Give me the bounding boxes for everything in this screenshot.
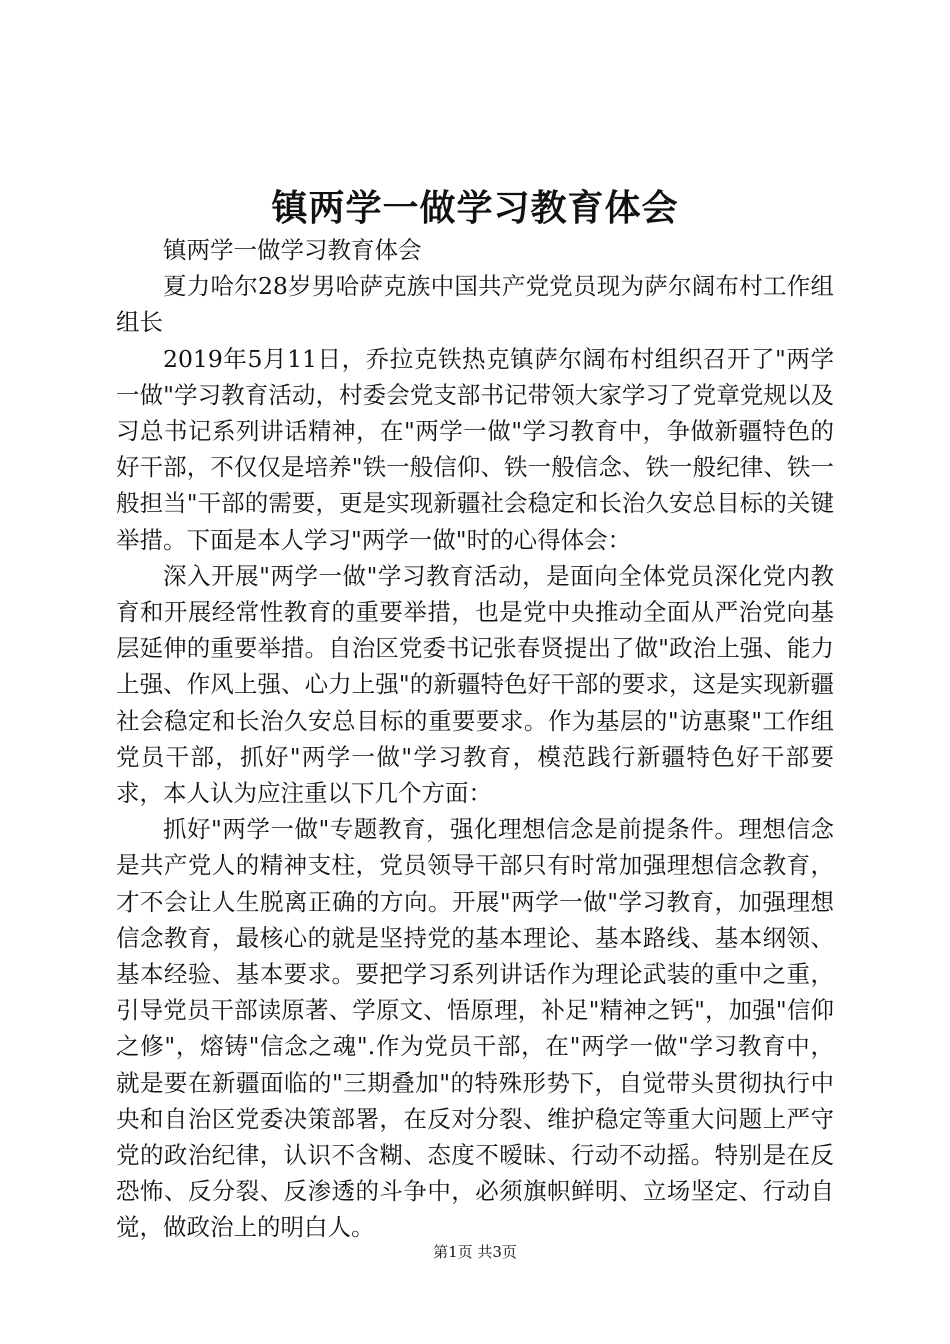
page-number-footer: 第1页 共3页 — [433, 1243, 517, 1261]
paragraph-background: 深入开展"两学一做"学习教育活动，是面向全体党员深化党内教育和开展经常性教育的重要举措，也是党中央推动全面从严治党向基层延伸的重要举措。自治区党委书记张春贤提出了做"政治上强、能力上强、作风上强、心力上强"的新疆特色好干部的要求，这是实现新疆社会稳定和长治久安总目标的重要要求。作为基层的"访惠聚"工作组党员干部，抓好"两学一做"学习教育，模范践行新疆特色好干部要求，本人认为应注重以下几个方面： — [116, 561, 834, 808]
paragraph-intro: 2019年5月11日，乔拉克铁热克镇萨尔阔布村组织召开了"两学一做"学习教育活动，村委会党支部书记带领大家学习了党章党规以及习总书记系列讲话精神，在"两学一做"学习教育中，争做新疆特色的好干部，不仅仅是培养"铁一般信仰、铁一般信念、铁一般纪律、铁一般担当"干部的需要，更是实现新疆社会稳定和长治久安总目标的关键举措。下面是本人学习"两学一做"时的心得体会： — [116, 344, 834, 554]
paragraph-ideals: 抓好"两学一做"专题教育，强化理想信念是前提条件。理想信念是共产党人的精神支柱，党员领导干部只有时常加强理想信念教育，才不会让人生脱离正确的方向。开展"两学一做"学习教育，加强理想信念教育，最核心的就是坚持党的基本理论、基本路线、基本纲领、基本经验、基本要求。要把学习系列讲话作为理论武装的重中之重，引导党员干部读原著、学原文、悟原理，补足"精神之钙"，加强"信仰之修"，熔铸"信念之魂".作为党员干部，在"两学一做"学习教育中，就是要在新疆面临的"三期叠加"的特殊形势下，自觉带头贯彻执行中央和自治区党委决策部署，在反对分裂、维护稳定等重大问题上严守党的政治纪律，认识不含糊、态度不暧昧、行动不动摇。特别是在反恐怖、反分裂、反渗透的斗争中，必须旗帜鲜明、立场坚定、行动自觉，做政治上的明白人。 — [116, 815, 834, 1242]
document-body — [116, 232, 834, 1246]
paragraph-subtitle: 镇两学一做学习教育体会 — [163, 236, 422, 264]
paragraph-author-info: 夏力哈尔28岁男哈萨克族中国共产党党员现为萨尔阔布村工作组组长 — [116, 272, 834, 337]
document-title: 镇两学一做学习教育体会 — [271, 187, 679, 229]
